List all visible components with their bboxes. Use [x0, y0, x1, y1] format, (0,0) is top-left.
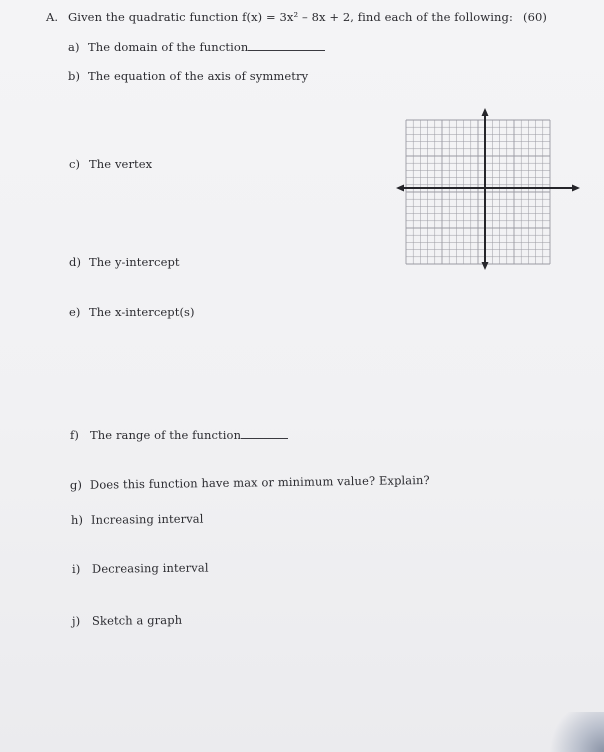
question-d: [69, 255, 180, 269]
left-arrow-icon: [396, 185, 404, 192]
table-shadow: [544, 712, 604, 752]
question-f: [70, 428, 288, 442]
question-b: [68, 69, 308, 83]
question-text: Sketch a graph: [91, 612, 183, 628]
question-letter: i): [71, 561, 81, 576]
question-letter: g): [69, 477, 83, 492]
up-arrow-icon: [482, 108, 489, 116]
question-text: The y-intercept: [89, 255, 180, 269]
problem-label: A.: [46, 10, 59, 24]
question-h: [71, 512, 204, 527]
question-i: [72, 561, 209, 576]
question-letter: h): [70, 512, 84, 527]
question-letter: c): [69, 157, 81, 171]
question-text: Does this function have max or minimum value? Explain?: [89, 472, 430, 492]
question-letter: f): [70, 428, 79, 442]
question-c: [69, 157, 152, 171]
answer-blank[interactable]: [241, 428, 288, 439]
x-axis: [396, 185, 580, 192]
question-text: The x-intercept(s): [89, 305, 195, 319]
question-a: [68, 40, 325, 54]
question-text: The equation of the axis of symmetry: [88, 69, 309, 83]
coordinate-grid[interactable]: [396, 108, 580, 272]
grid-lines: [406, 120, 550, 264]
question-text: The vertex: [89, 157, 153, 171]
question-text: The range of the function: [90, 428, 242, 442]
right-arrow-icon: [572, 185, 580, 192]
question-g: [70, 473, 430, 492]
question-text: The domain of the function: [88, 40, 249, 54]
down-arrow-icon: [482, 262, 489, 270]
question-letter: a): [68, 40, 80, 54]
question-letter: j): [71, 613, 81, 628]
answer-blank[interactable]: [248, 40, 325, 51]
question-text: Decreasing interval: [91, 560, 209, 576]
question-letter: b): [68, 69, 81, 83]
problem-prompt: Given the quadratic function f(x) = 3x² – 8x + 2, find each of the following:: [68, 10, 513, 24]
question-e: [69, 305, 195, 319]
question-j: [72, 613, 182, 628]
problem-header: [46, 10, 513, 24]
points-label: (60): [523, 10, 548, 24]
question-letter: e): [69, 305, 81, 319]
question-text: Increasing interval: [90, 511, 204, 527]
question-letter: d): [69, 255, 82, 269]
